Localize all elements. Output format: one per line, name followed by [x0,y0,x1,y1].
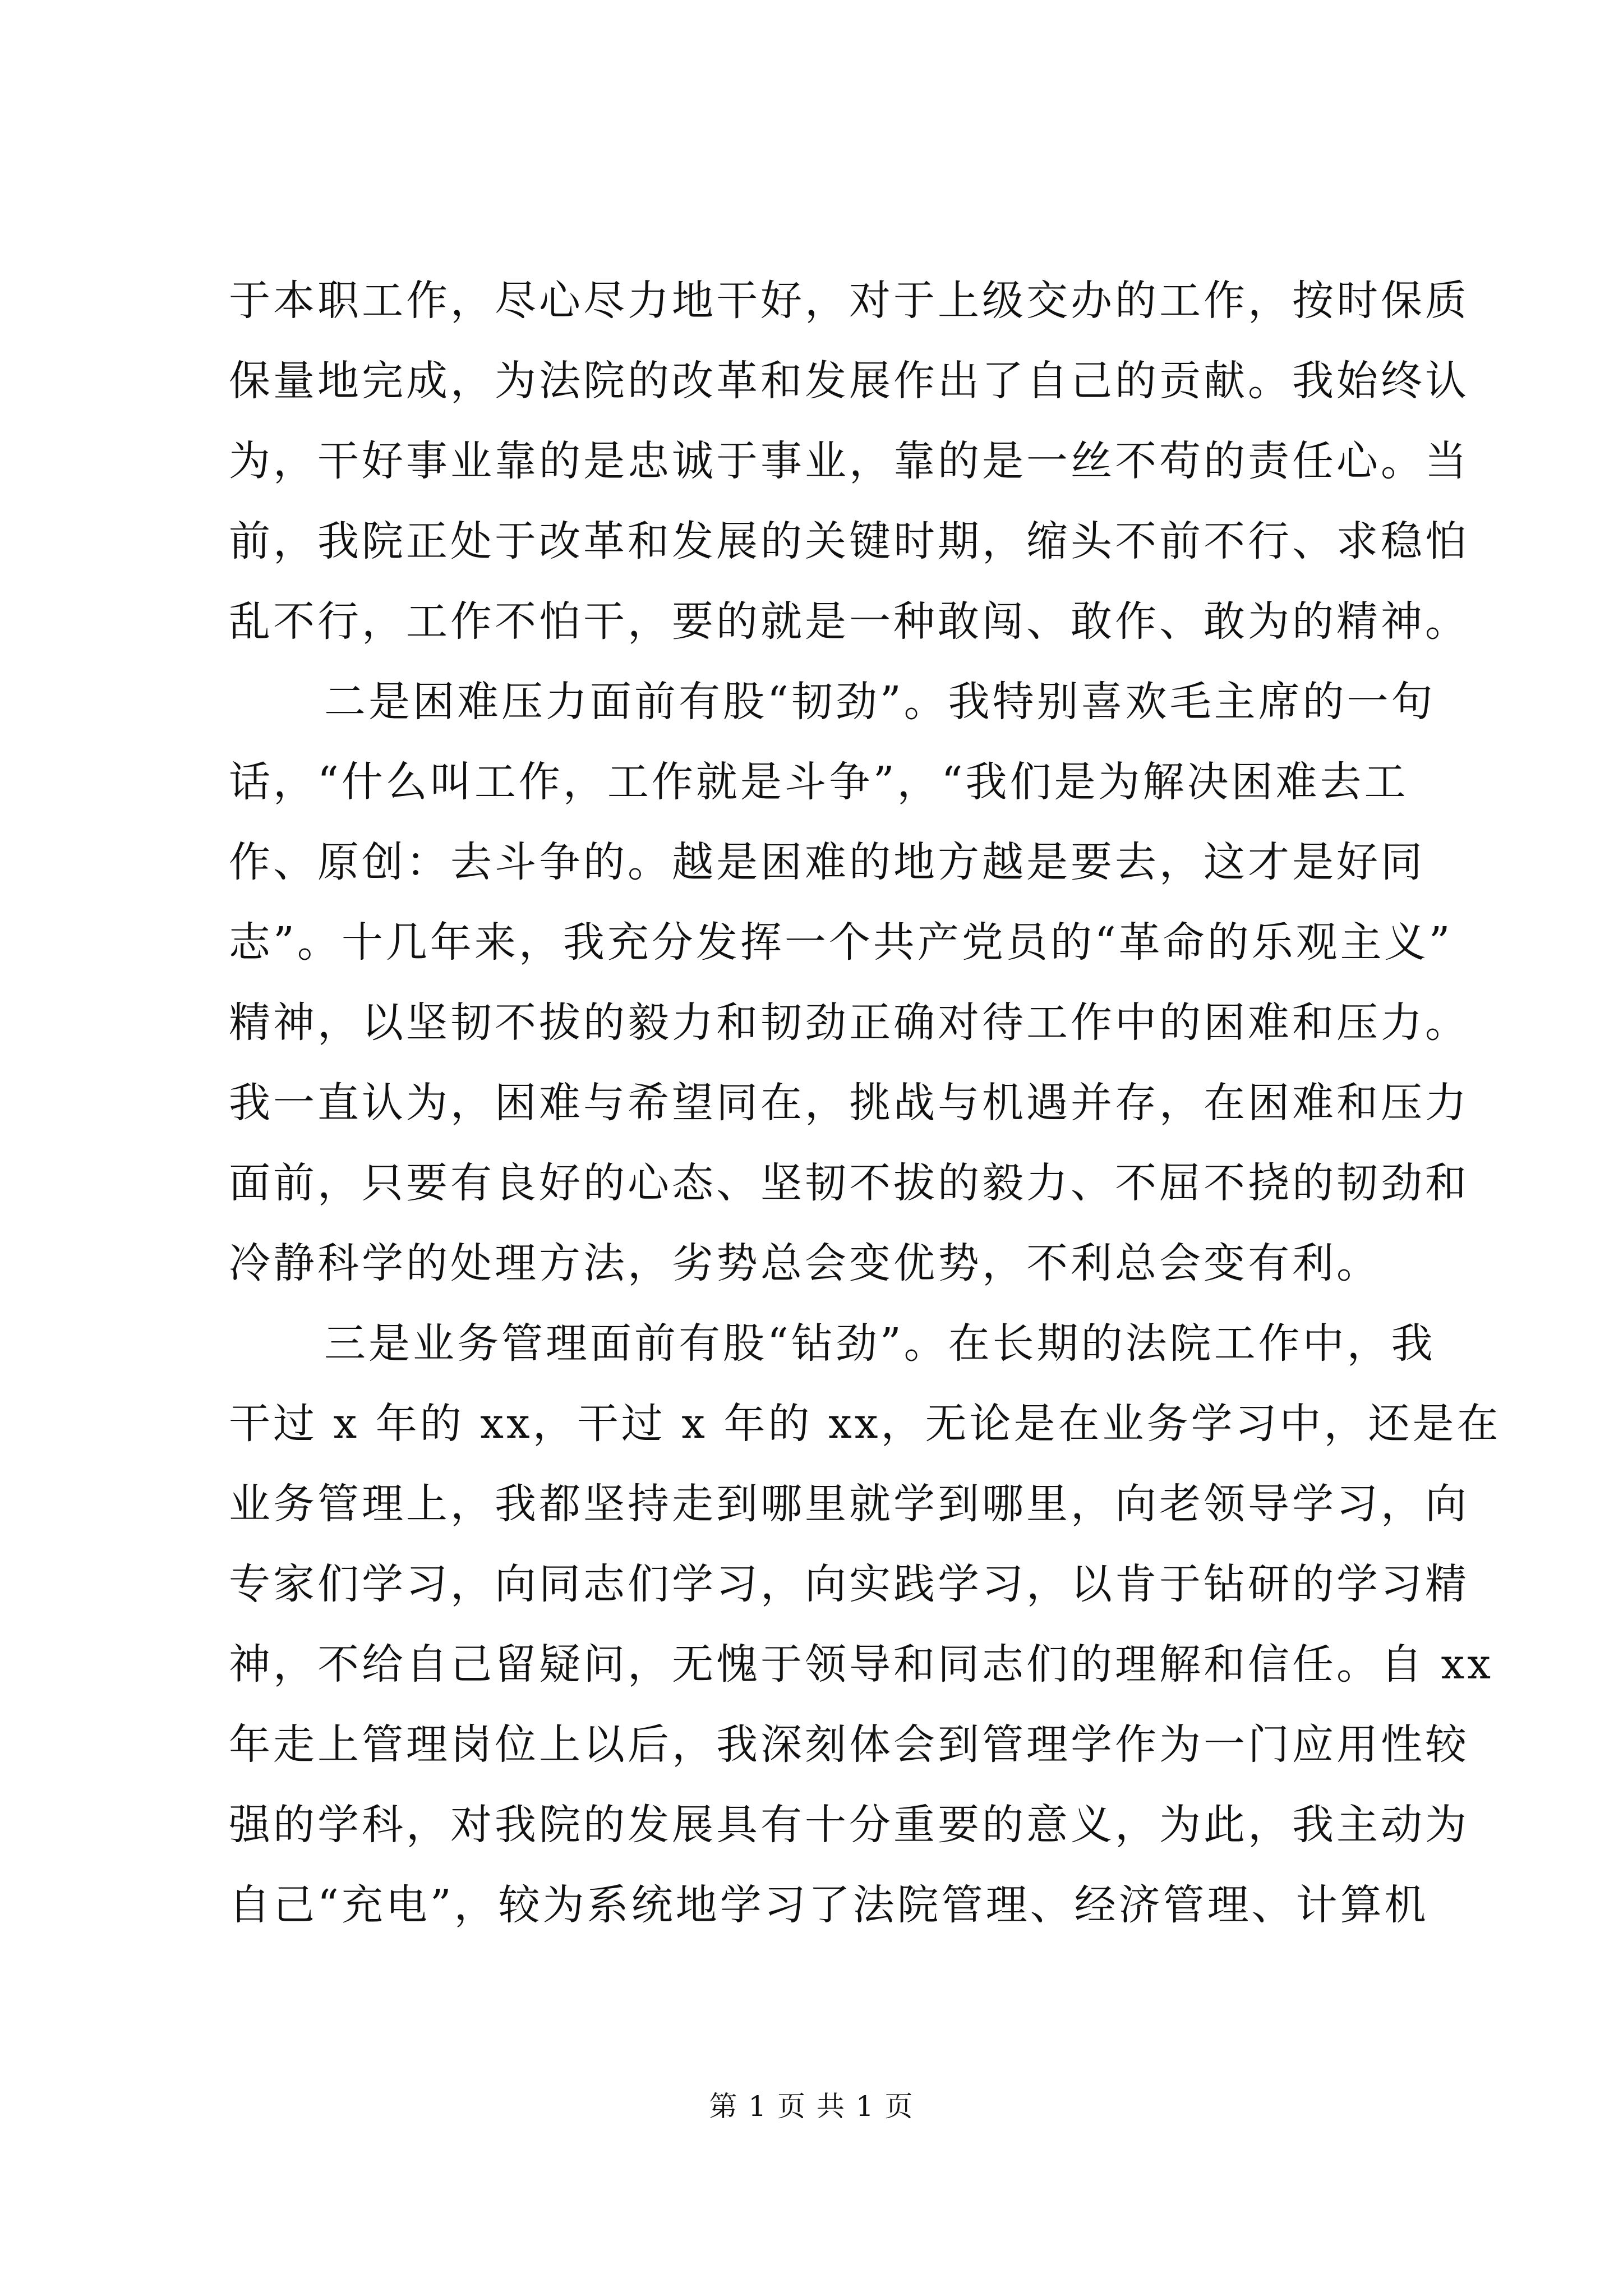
text-line: 面前，只要有良好的心态、坚韧不拔的毅力、不屈不挠的韧劲和 [229,1159,1469,1207]
text-line: 强的学科，对我院的发展具有十分重要的意义，为此，我主动为 [229,1801,1469,1849]
text-line: 志”。十几年来，我充分发挥一个共产党员的“革命的乐观主义” [229,918,1453,967]
page-number-footer: 第 1 页 共 1 页 [709,2090,914,2123]
text-line: 为，干好事业靠的是忠诚于事业，靠的是一丝不苟的责任心。当 [229,437,1469,485]
text-line: 神，不给自己留疑问，无愧于领导和同志们的理解和信任。自 xx [229,1640,1493,1688]
paragraph-start-line: 二是困难压力面前有股“韧劲”。我特别喜欢毛主席的一句 [324,678,1436,726]
text-line: 我一直认为，困难与希望同在，挑战与机遇并存，在困难和压力 [229,1079,1469,1127]
text-line: 前，我院正处于改革和发展的关键时期，缩头不前不行、求稳怕 [229,517,1469,565]
text-line: 作、原创：去斗争的。越是困难的地方越是要去，这才是好同 [229,838,1425,886]
text-line: 乱不行，工作不怕干，要的就是一种敢闯、敢作、敢为的精神。 [229,597,1469,646]
text-line: 业务管理上，我都坚持走到哪里就学到哪里，向老领导学习，向 [229,1480,1469,1528]
text-line: 专家们学习，向同志们学习，向实践学习，以肯于钻研的学习精 [229,1560,1469,1608]
text-line: 年走上管理岗位上以后，我深刻体会到管理学作为一门应用性较 [229,1720,1469,1769]
text-line: 话，“什么叫工作，工作就是斗争”，“我们是为解决困难去工 [229,758,1409,806]
paragraph-start-line: 三是业务管理面前有股“钻劲”。在长期的法院工作中，我 [324,1319,1436,1368]
text-line: 干过 x 年的 xx，干过 x 年的 xx，无论是在业务学习中，还是在 [229,1400,1501,1448]
text-line: 自己“充电”，较为系统地学习了法院管理、经济管理、计算机 [229,1881,1429,1929]
text-line: 保量地完成，为法院的改革和发展作出了自己的贡献。我始终认 [229,357,1469,405]
text-line: 精神，以坚韧不拔的毅力和韧劲正确对待工作中的困难和压力。 [229,999,1469,1047]
body-text [229,261,1501,1945]
text-line: 冷静科学的处理方法，劣势总会变优势，不利总会变有利。 [229,1239,1381,1287]
text-line: 于本职工作，尽心尽力地干好，对于上级交办的工作，按时保质 [229,277,1469,325]
